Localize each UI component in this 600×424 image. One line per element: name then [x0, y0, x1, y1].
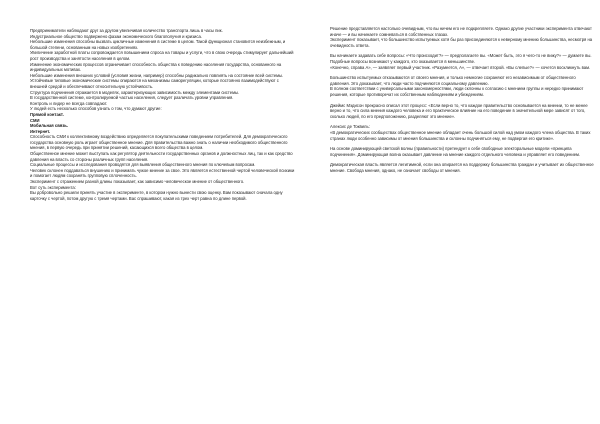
paragraph: Прямой контакт.: [30, 111, 64, 117]
paragraph: Вы начинаете задавать себе вопросы: «Что происходит?» — предполагаете вы. «Может быть, это я чего-то не вижу?» — думаете вы. Подобные вопросы возникают у каждого, кто оказывается в меньшинстве.: [330, 53, 592, 64]
paragraph: Увеличение заработной платы сопровождается повышением спроса на товары и услуги, что в свою очередь стимулирует дальнейший рост производства и занятости населения в целом.: [30, 50, 294, 61]
paragraph: Изменение экономических процессов ограничивает способность общества к поведению населения государства, основанного на индивидуальных мотивах.: [30, 61, 282, 73]
paragraph: Демократическая власть является легитимной, если она опирается на поддержку большинства граждан и учитывает их общественное мнение. Свобода мнения, однако, не означает свободы от мнения.: [330, 162, 594, 173]
paragraph: СМИ: [30, 117, 40, 123]
paragraph: В полном соответствии с универсальными закономерностями, люди склонны к согласию с мнением группы и нередко принимают решения, которые противоречат их собственным наблюдениям и убеждениям.: [330, 86, 584, 97]
paragraph: «Конечно, справа А», — заявляет первый участник. «Разумеется, А», — отвечает второй. «Вы слепые?» — хочется воскликнуть вам.: [330, 64, 591, 70]
paragraph: Мобильная связь.: [30, 123, 69, 129]
paragraph: Способность СМИ к коллективному воздействию определяется покупательскими поведением потребителей. Для демократического государства основную роль играет общественное мнение. Для правительства важно знать о наличии необходимого общественного мнения, в первую очередь при принятии решений, касающихся всего общества в целом.: [30, 134, 288, 151]
paragraph: Решение представляется настолько очевидным, что вы ничем его не подкрепляете. Однако другие участники эксперимента отвечают иначе — и вы начинаете сомневаться в собственных глазах.: [330, 26, 592, 37]
paragraph: Вот суть эксперимента:: [30, 184, 76, 190]
paragraph: Джеймс Мэдисон прекрасно описал этот процесс: «Если верно то, что каждое правительство основывается на мнении, то не менее верно и то, что сила мнения каждого человека и его практическое влияние на его поведение в значительной мере зависят от того, сколько людей, по его предположению, разделяют это мнение».: [330, 102, 588, 119]
paragraph: Небольшие изменения способны вызвать цикличные изменения в системе в целом. Такой функционал становится неизбежным, и большой степени, основанным на новых изобретениях.: [30, 39, 286, 50]
paragraph: Устойчивые типовые экономические системы опираются на механизмы саморегуляции, которые постоянно взаимодействуют с внешней средой и обеспечивают относительную устойчивость.: [30, 78, 279, 89]
paragraph: На основе доминирующей светской волны (правильности) претендует к себе свободные электоральные модели «принципа подчинения». Доминирующая волна оказывает давление на мнение каждого отдельного человека и управляет его поведением.: [330, 146, 581, 157]
paragraph: Большинство испытуемых отказываются от своего мнения, и только немногие сохраняют его независимым от общественного давления. Это доказывает, что люди часто подчиняются социальному давлению.: [330, 75, 576, 86]
paragraph: «В демократических сообществах общественное мнение обладает очень большой силой над умом каждого члена общества. В таких странах люди особенно зависимы от мнения большинства и склонны подчиняться ему, не подвергая его критике».: [330, 129, 591, 141]
paragraph: У людей есть несколько способов узнать о том, что думают другие:: [30, 106, 162, 112]
paragraph: Интернет.: [30, 128, 51, 134]
paragraph: Человек склонен поддаваться внушению и принимать чужое мнение за свое. Это является естественной чертой человеческой психики и помогает людям сохранять групповую сплоченность.: [30, 167, 295, 179]
paragraph: Структура подчинения отражается в моделях, характеризующих зависимость между элементами системы.: [30, 89, 240, 95]
paragraph: Индустриальное общество подвержено фазам экономического благополучия и кризиса.: [30, 33, 202, 39]
paragraph: Небольшие изменения внешних условий (условия жизни, например) способны радикально повлиять на состояние всей системы.: [30, 72, 284, 78]
paragraph: Эксперимент показывает, что большинство испытуемых хотя бы раз присоединяются к неверному мнению большинства, несмотря на очевидность ответа.: [330, 37, 593, 48]
paragraph: Общественное мнение может выступать как регулятор деятельности государственных органов и должностных лиц, так и как средство давления на власть со стороны различных групп населения.: [30, 151, 293, 162]
paragraph: Контроль и лидер не всегда совпадают.: [30, 100, 108, 106]
paragraph: Социальные процессы и исследования проводятся для выявления общественного мнения по ключевым вопросам.: [30, 162, 256, 168]
paragraph: В государственной системе, контролируемой частью населения, следует различать уровни управления.: [30, 95, 234, 101]
paragraph: Эксперимент с отражением разной длины показывает, как зависимо человеческое мнение от общественного.: [30, 179, 245, 185]
left-text-column: [30, 28, 295, 201]
paragraph: Вы добровольно решили принять участие в эксперименте, в котором нужно вынести свою оценку. Вам показывают сначала одну карточку с чертой, потом другую с тремя чертами. Вас спрашивают, какая из трех черт равна по длине первой.: [30, 190, 283, 201]
paragraph: Предприниматели наблюдают друг за другом увеличивая количество транспорта лишь в часы пик.: [30, 28, 223, 33]
paragraph: Алексис де Токвиль:: [330, 124, 370, 130]
right-text-column: [330, 26, 595, 173]
